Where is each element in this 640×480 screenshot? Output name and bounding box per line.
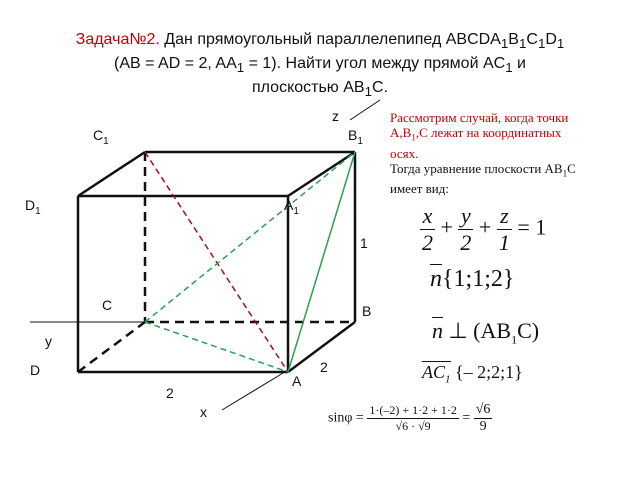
problem-label: Задача№2. xyxy=(75,31,160,48)
sub: 1 xyxy=(411,132,416,143)
axis-label-y: y xyxy=(45,333,52,349)
title-text-1: Дан прямоугольный параллелепипед ABCDA xyxy=(164,31,501,48)
num: 1·(–2) + 1·2 + 1·2 xyxy=(369,403,457,417)
rhs: = 1 xyxy=(517,214,547,240)
note-text: A,B xyxy=(390,125,412,140)
label-D: D xyxy=(30,362,41,378)
sub: 1 xyxy=(556,36,565,52)
note-text: ,C лежат на координатных xyxy=(415,125,562,140)
sin-eq: = xyxy=(462,410,471,426)
edge-D1C1 xyxy=(78,152,145,196)
vector-n: n xyxy=(432,318,443,343)
den: √6 · √9 xyxy=(367,418,459,434)
den: 2 xyxy=(422,230,433,255)
vector-n: n xyxy=(430,266,442,292)
label-A1: $A_1$ xyxy=(284,197,299,217)
title-text-3: плоскостью AB xyxy=(251,79,365,97)
sub: 1 xyxy=(518,36,527,52)
title-text-1c: C xyxy=(526,31,538,48)
title-text-2: (AB = AD = 2, AA xyxy=(114,55,237,73)
sub: 1 xyxy=(236,60,245,76)
line-AB1 xyxy=(288,152,355,372)
sub: 1 xyxy=(445,373,451,386)
den: 1 xyxy=(498,230,510,255)
edge-length-2-bottom: 2 xyxy=(166,385,174,401)
label-B1: $B_1$ xyxy=(348,127,363,147)
title-text-1b: B xyxy=(508,31,519,48)
num: √6 xyxy=(475,402,491,417)
num: x xyxy=(422,203,433,228)
num: y xyxy=(461,203,471,228)
sub: 1 xyxy=(511,332,518,347)
note-text: Тогда уравнение плоскости AB xyxy=(390,160,563,176)
vec-text: AC xyxy=(422,362,446,382)
perp-end: C) xyxy=(517,318,540,343)
frac-z xyxy=(497,203,512,256)
sin-lhs: sinφ = xyxy=(328,410,364,426)
line-CA xyxy=(145,322,288,372)
title-text-3b: C. xyxy=(372,79,389,97)
sin-formula xyxy=(328,402,492,435)
title-text-2b: = 1). Найти угол между прямой AC xyxy=(244,55,506,73)
label-A: A xyxy=(292,373,302,389)
edge-length-1: 1 xyxy=(360,235,368,251)
perp-text: ⊥ (AB xyxy=(448,318,512,343)
note-line-1: Рассмотрим случай, когда точки xyxy=(390,110,569,125)
sub: 1 xyxy=(562,168,568,179)
axis-label-x: x xyxy=(200,404,207,420)
normal-coords: {1;1;2} xyxy=(442,266,515,292)
sub: 1 xyxy=(537,36,546,52)
label-B: B xyxy=(362,303,372,319)
frac-y xyxy=(458,203,473,256)
sub: 1 xyxy=(505,60,513,76)
x-axis xyxy=(222,370,288,410)
perpendicular-statement xyxy=(432,318,539,347)
diagonal-AC1 xyxy=(145,152,288,372)
title-text-1d: D xyxy=(545,31,557,48)
note-line-2 xyxy=(390,125,635,146)
sub: 1 xyxy=(364,84,373,100)
plane-equation: $\frac{x}{2}$ + $\frac{y}{2}$ + $\frac{z}{1}$ = 1 xyxy=(422,203,547,255)
sin-fraction xyxy=(367,403,459,434)
label-C: C xyxy=(102,297,113,313)
normal-vector xyxy=(430,266,514,293)
edge-DC xyxy=(78,322,145,372)
title-text-2c: и xyxy=(512,55,526,73)
sub: 1 xyxy=(500,36,509,52)
den: 2 xyxy=(460,230,472,255)
note-line-3: осях. xyxy=(390,145,419,161)
plane-AB1C xyxy=(145,152,355,372)
edge-length-2-right: 2 xyxy=(320,359,328,375)
note-line-5: имеет вид: xyxy=(390,181,449,197)
axis-label-z: z xyxy=(332,108,339,124)
vector-ac1-name xyxy=(422,361,451,386)
edge-A1B1 xyxy=(288,152,355,196)
label-C1: $C_1$ xyxy=(93,127,109,147)
sin-result xyxy=(474,402,493,435)
num: z xyxy=(500,203,509,228)
z-axis xyxy=(350,100,380,120)
frac-x xyxy=(420,203,435,256)
label-D1: $D_1$ xyxy=(25,197,41,217)
line-CB1 xyxy=(145,152,355,322)
explanation-note xyxy=(390,110,635,196)
note-line-4 xyxy=(390,161,635,182)
vector-ac1 xyxy=(422,362,523,386)
note-text: C xyxy=(567,160,576,176)
vector-coords: {– 2;2;1} xyxy=(455,362,523,382)
den: 9 xyxy=(474,418,493,435)
